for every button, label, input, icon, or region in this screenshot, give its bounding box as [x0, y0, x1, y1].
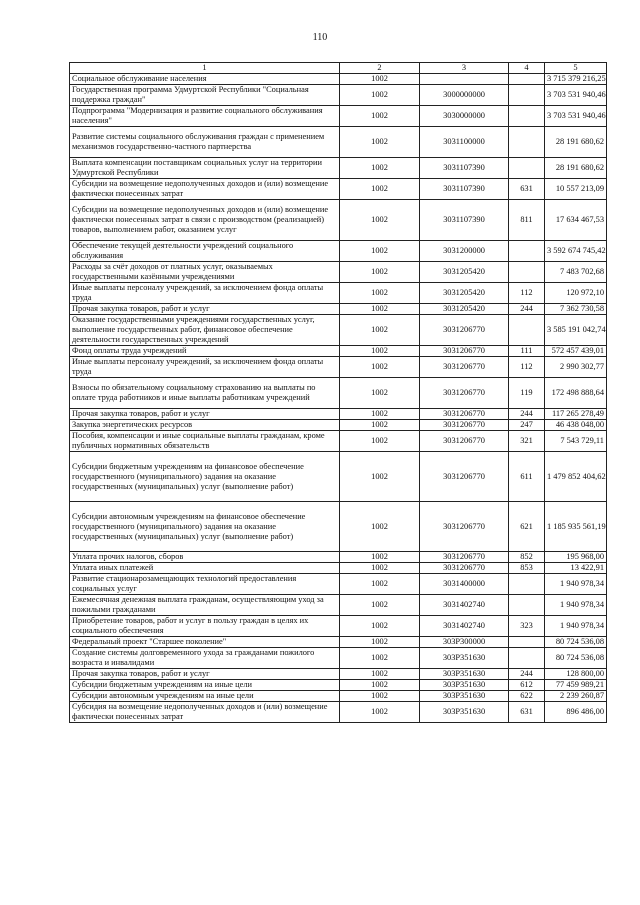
row-name: Развитие системы социального обслуживания граждан с применением механизмов государственно-частного партнерства — [70, 127, 340, 158]
row-expense-type — [509, 262, 545, 283]
table-row — [70, 346, 607, 357]
row-target-code: 3031206770 — [420, 315, 509, 346]
row-section: 1002 — [340, 200, 420, 241]
row-name: Субсидии бюджетным учреждениям на иные цели — [70, 680, 340, 691]
table-row — [70, 127, 607, 158]
row-section: 1002 — [340, 616, 420, 637]
row-expense-type — [509, 637, 545, 648]
table-row — [70, 85, 607, 106]
table-row — [70, 357, 607, 378]
row-section: 1002 — [340, 420, 420, 431]
row-target-code: 303P351630 — [420, 669, 509, 680]
row-amount: 17 634 467,53 — [545, 200, 607, 241]
table-row — [70, 552, 607, 563]
table-row — [70, 158, 607, 179]
row-name: Субсидии автономным учреждениям на финансовое обеспечение государственного (муниципального) задания на оказание государственных (муниципальных) услуг (выполнение работ) — [70, 502, 340, 552]
row-expense-type — [509, 241, 545, 262]
row-expense-type: 852 — [509, 552, 545, 563]
row-expense-type: 112 — [509, 357, 545, 378]
row-section: 1002 — [340, 669, 420, 680]
row-name: Обеспечение текущей деятельности учреждений социального обслуживания — [70, 241, 340, 262]
row-section: 1002 — [340, 452, 420, 502]
table-row — [70, 262, 607, 283]
row-amount: 2 239 260,87 — [545, 691, 607, 702]
table-row — [70, 702, 607, 723]
row-section: 1002 — [340, 262, 420, 283]
table-row — [70, 595, 607, 616]
row-section: 1002 — [340, 691, 420, 702]
row-name: Взносы по обязательному социальному страхованию на выплаты по оплате труда работников и иные выплаты работникам учреждений — [70, 378, 340, 409]
page-number: 110 — [312, 32, 328, 43]
column-header: 1 — [70, 63, 340, 74]
row-expense-type: 811 — [509, 200, 545, 241]
row-target-code: 3031402740 — [420, 616, 509, 637]
row-target-code: 3031206770 — [420, 409, 509, 420]
row-expense-type — [509, 74, 545, 85]
row-target-code: 3031206770 — [420, 378, 509, 409]
row-name: Фонд оплаты труда учреждений — [70, 346, 340, 357]
row-target-code: 3031205420 — [420, 283, 509, 304]
row-section: 1002 — [340, 680, 420, 691]
table-row — [70, 200, 607, 241]
row-amount: 896 486,00 — [545, 702, 607, 723]
row-name: Развитие стационарозамещающих технологий предоставления социальных услуг — [70, 574, 340, 595]
table-row — [70, 680, 607, 691]
row-section: 1002 — [340, 357, 420, 378]
row-section: 1002 — [340, 595, 420, 616]
row-name: Федеральный проект "Старшее поколение" — [70, 637, 340, 648]
row-section: 1002 — [340, 637, 420, 648]
row-target-code: 3031107390 — [420, 179, 509, 200]
row-amount: 1 940 978,34 — [545, 574, 607, 595]
row-amount: 3 703 531 940,46 — [545, 85, 607, 106]
table-row — [70, 691, 607, 702]
row-amount: 7 543 729,11 — [545, 431, 607, 452]
row-expense-type: 622 — [509, 691, 545, 702]
row-expense-type: 612 — [509, 680, 545, 691]
row-expense-type: 631 — [509, 702, 545, 723]
row-target-code: 3030000000 — [420, 106, 509, 127]
row-amount: 2 990 302,77 — [545, 357, 607, 378]
budget-table — [69, 62, 607, 723]
column-header: 4 — [509, 63, 545, 74]
row-expense-type: 247 — [509, 420, 545, 431]
row-expense-type: 621 — [509, 502, 545, 552]
row-section: 1002 — [340, 304, 420, 315]
table-body — [70, 63, 607, 723]
row-expense-type: 853 — [509, 563, 545, 574]
row-name: Приобретение товаров, работ и услуг в пользу граждан в целях их социального обеспечения — [70, 616, 340, 637]
table-row — [70, 378, 607, 409]
row-target-code: 3031400000 — [420, 574, 509, 595]
table-row — [70, 616, 607, 637]
row-name: Ежемесячная денежная выплата гражданам, осуществляющим уход за пожилыми гражданами — [70, 595, 340, 616]
row-expense-type: 323 — [509, 616, 545, 637]
row-expense-type — [509, 595, 545, 616]
row-amount: 3 592 674 745,42 — [545, 241, 607, 262]
table-row — [70, 563, 607, 574]
row-section: 1002 — [340, 315, 420, 346]
row-target-code: 3000000000 — [420, 85, 509, 106]
row-section: 1002 — [340, 127, 420, 158]
table-row — [70, 420, 607, 431]
row-name: Прочая закупка товаров, работ и услуг — [70, 304, 340, 315]
row-expense-type: 244 — [509, 304, 545, 315]
table-row — [70, 502, 607, 552]
row-name: Создание системы долговременного ухода за гражданами пожилого возраста и инвалидами — [70, 648, 340, 669]
row-amount: 80 724 536,08 — [545, 648, 607, 669]
row-target-code: 303P300000 — [420, 637, 509, 648]
row-name: Субсидии бюджетным учреждениям на финансовое обеспечение государственного (муниципального) задания на оказание государственных (муниципальных) услуг (выполнение работ) — [70, 452, 340, 502]
row-target-code: 303P351630 — [420, 691, 509, 702]
row-expense-type: 244 — [509, 409, 545, 420]
row-target-code — [420, 74, 509, 85]
row-name: Социальное обслуживание населения — [70, 74, 340, 85]
row-target-code: 3031206770 — [420, 357, 509, 378]
row-name: Государственная программа Удмуртской Республики "Социальная поддержка граждан" — [70, 85, 340, 106]
row-amount: 1 185 935 561,19 — [545, 502, 607, 552]
row-section: 1002 — [340, 85, 420, 106]
row-target-code: 3031205420 — [420, 262, 509, 283]
row-amount: 1 479 852 404,62 — [545, 452, 607, 502]
row-expense-type — [509, 127, 545, 158]
table-row — [70, 179, 607, 200]
row-amount: 28 191 680,62 — [545, 127, 607, 158]
row-target-code: 303P351630 — [420, 702, 509, 723]
row-name: Выплата компенсации поставщикам социальных услуг на территории Удмуртской Республики — [70, 158, 340, 179]
column-header: 5 — [545, 63, 607, 74]
row-amount: 1 940 978,34 — [545, 616, 607, 637]
row-amount: 77 459 989,21 — [545, 680, 607, 691]
row-section: 1002 — [340, 378, 420, 409]
row-expense-type: 611 — [509, 452, 545, 502]
table-row — [70, 283, 607, 304]
column-header: 2 — [340, 63, 420, 74]
row-expense-type: 112 — [509, 283, 545, 304]
row-target-code: 3031206770 — [420, 452, 509, 502]
row-section: 1002 — [340, 106, 420, 127]
row-amount: 7 362 730,58 — [545, 304, 607, 315]
table-row — [70, 574, 607, 595]
row-amount: 1 940 978,34 — [545, 595, 607, 616]
row-target-code: 3031402740 — [420, 595, 509, 616]
row-amount: 7 483 702,68 — [545, 262, 607, 283]
column-header: 3 — [420, 63, 509, 74]
row-section: 1002 — [340, 241, 420, 262]
row-expense-type: 111 — [509, 346, 545, 357]
row-name: Расходы за счёт доходов от платных услуг, оказываемых государственными казёнными учреждениями — [70, 262, 340, 283]
table-row — [70, 241, 607, 262]
row-amount: 28 191 680,62 — [545, 158, 607, 179]
row-name: Субсидии на возмещение недополученных доходов и (или) возмещение фактически понесенных затрат — [70, 179, 340, 200]
row-section: 1002 — [340, 563, 420, 574]
row-section: 1002 — [340, 409, 420, 420]
row-target-code: 3031206770 — [420, 420, 509, 431]
row-amount: 172 498 888,64 — [545, 378, 607, 409]
row-section: 1002 — [340, 283, 420, 304]
row-section: 1002 — [340, 702, 420, 723]
row-name: Прочая закупка товаров, работ и услуг — [70, 669, 340, 680]
row-name: Уплата иных платежей — [70, 563, 340, 574]
row-amount: 10 557 213,09 — [545, 179, 607, 200]
row-name: Подпрограмма "Модернизация и развитие социального обслуживания населения" — [70, 106, 340, 127]
row-target-code: 3031205420 — [420, 304, 509, 315]
row-expense-type — [509, 315, 545, 346]
row-section: 1002 — [340, 431, 420, 452]
row-target-code: 3031107390 — [420, 158, 509, 179]
column-header-row — [70, 63, 607, 74]
row-name: Пособия, компенсации и иные социальные выплаты гражданам, кроме публичных нормативных обязательств — [70, 431, 340, 452]
row-expense-type — [509, 648, 545, 669]
row-target-code: 303P351630 — [420, 648, 509, 669]
table-row — [70, 648, 607, 669]
table-row — [70, 74, 607, 85]
row-target-code: 3031206770 — [420, 431, 509, 452]
row-name: Иные выплаты персоналу учреждений, за исключением фонда оплаты труда — [70, 283, 340, 304]
row-name: Иные выплаты персоналу учреждений, за исключением фонда оплаты труда — [70, 357, 340, 378]
row-section: 1002 — [340, 179, 420, 200]
row-amount: 13 422,91 — [545, 563, 607, 574]
table-row — [70, 409, 607, 420]
row-amount: 128 800,00 — [545, 669, 607, 680]
row-target-code: 3031206770 — [420, 552, 509, 563]
row-section: 1002 — [340, 74, 420, 85]
table-row — [70, 304, 607, 315]
row-expense-type — [509, 85, 545, 106]
row-amount: 3 585 191 042,74 — [545, 315, 607, 346]
row-expense-type: 244 — [509, 669, 545, 680]
row-section: 1002 — [340, 574, 420, 595]
row-section: 1002 — [340, 158, 420, 179]
row-expense-type: 631 — [509, 179, 545, 200]
row-amount: 3 703 531 940,46 — [545, 106, 607, 127]
row-section: 1002 — [340, 502, 420, 552]
row-amount: 120 972,10 — [545, 283, 607, 304]
table-row — [70, 431, 607, 452]
row-target-code: 3031206770 — [420, 346, 509, 357]
row-target-code: 3031200000 — [420, 241, 509, 262]
row-target-code: 3031206770 — [420, 563, 509, 574]
row-name: Оказание государственными учреждениями государственных услуг, выполнение государственных работ, финансовое обеспечение деятельности государственных учреждений — [70, 315, 340, 346]
table-row — [70, 637, 607, 648]
row-target-code: 3031206770 — [420, 502, 509, 552]
row-name: Прочая закупка товаров, работ и услуг — [70, 409, 340, 420]
row-name: Субсидии автономным учреждениям на иные цели — [70, 691, 340, 702]
row-amount: 80 724 536,08 — [545, 637, 607, 648]
row-expense-type — [509, 574, 545, 595]
table-row — [70, 452, 607, 502]
row-name: Субсидии на возмещение недополученных доходов и (или) возмещение фактически понесенных затрат в связи с производством (реализацией) товаров, выполнением работ, оказанием услуг — [70, 200, 340, 241]
row-amount: 117 265 278,49 — [545, 409, 607, 420]
row-amount: 572 457 439,01 — [545, 346, 607, 357]
row-amount: 46 438 048,00 — [545, 420, 607, 431]
row-expense-type — [509, 106, 545, 127]
row-target-code: 3031107390 — [420, 200, 509, 241]
row-amount: 3 715 379 216,25 — [545, 74, 607, 85]
row-section: 1002 — [340, 552, 420, 563]
row-name: Субсидия на возмещение недополученных доходов и (или) возмещение фактически понесенных затрат — [70, 702, 340, 723]
row-name: Закупка энергетических ресурсов — [70, 420, 340, 431]
table-row — [70, 106, 607, 127]
row-name: Уплата прочих налогов, сборов — [70, 552, 340, 563]
row-section: 1002 — [340, 648, 420, 669]
row-target-code: 3031100000 — [420, 127, 509, 158]
row-expense-type — [509, 158, 545, 179]
table-row — [70, 669, 607, 680]
row-section: 1002 — [340, 346, 420, 357]
row-expense-type: 321 — [509, 431, 545, 452]
row-expense-type: 119 — [509, 378, 545, 409]
row-amount: 195 968,00 — [545, 552, 607, 563]
table-row — [70, 315, 607, 346]
row-target-code: 303P351630 — [420, 680, 509, 691]
